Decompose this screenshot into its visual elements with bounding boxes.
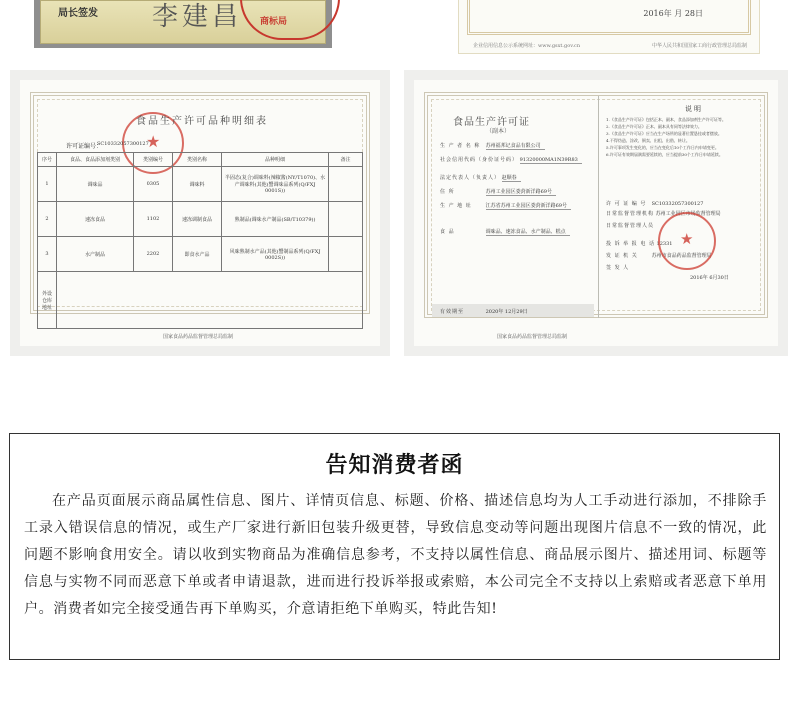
table-row xyxy=(38,272,363,329)
license-field xyxy=(440,202,571,209)
license-divider xyxy=(598,96,599,318)
cell-detail: 风味熟制水产品(其他(蟹制品系列(Q/FXJ 0002S)) xyxy=(222,237,329,272)
notes-title: 说明 xyxy=(685,105,703,113)
note-item: 6.许可证有效期届满需要延续的，应当提前30个工作日申请延续。 xyxy=(606,152,723,157)
cell-outsourcing-label: 外设仓库地址 xyxy=(38,272,57,329)
variety-table-title: 食品生产许可品种明细表 xyxy=(136,116,268,127)
cell-category: 速冻食品 xyxy=(57,202,134,237)
seal-star-icon: ★ xyxy=(146,132,161,151)
authority-field xyxy=(606,222,654,229)
col-header: 类别名称 xyxy=(173,153,222,167)
variety-table xyxy=(37,152,363,329)
field-label: 日常监督管理机构 xyxy=(606,211,655,217)
seal-text: 商标局 xyxy=(260,17,288,27)
note-item: 1.《食品生产许可证》包括正本、副本，食品添加剂生产许可证等。 xyxy=(606,117,726,122)
license-notes xyxy=(606,116,762,158)
cell-name: 调味料 xyxy=(173,167,222,202)
field-label: 投 诉 举 报 电 话 xyxy=(606,241,655,247)
license-field xyxy=(440,174,521,181)
field-label: 生 产 者 名 称 xyxy=(440,143,481,149)
col-header: 类别编号 xyxy=(134,153,173,167)
field-value: 12331 xyxy=(656,241,673,247)
license-footer-left: 企业信用信息公示系统网址：www.gsxt.gov.cn xyxy=(473,43,581,49)
notice-body: 在产品页面展示商品属性信息、图片、详情页信息、标题、价格、描述信息均为人工手动进行添加，不排除手工录入错误信息的情况，或生产厂家进行新旧包装升级更替，导致信息变动等问题出现图片信息不一致的情况，此问题不影响食用安全。请以收到实物商品为准确信息参考，不支持以属性信息、商品展示图片、描述用词、标题等信息与实物不同而恶意下单或者申请退款，进而进行投诉举报或索赔，本公司完全不支持以上索赔或者恶意下单用户。消费者如完全接受通告再下单购买，介意请拒绝下单购买，特此告知! xyxy=(24,493,767,617)
variety-table-header xyxy=(38,153,363,167)
field-value: SC10332057300127 xyxy=(651,201,704,207)
license-field xyxy=(440,142,545,149)
col-header: 序号 xyxy=(38,153,57,167)
cell-category: 调味品 xyxy=(57,167,134,202)
cell-code: 2202 xyxy=(134,237,173,272)
field-value: 苏州工业园区娄葑新洋路69号 xyxy=(486,189,556,196)
field-value: 江苏省苏州工业园区娄葑新洋路69号 xyxy=(486,203,571,210)
cell-name: 即食水产品 xyxy=(173,237,222,272)
license-field xyxy=(440,228,570,235)
table-row xyxy=(38,167,363,202)
permit-label: 许可证编号： xyxy=(66,143,103,150)
license-sign-date: 2016年 6月30日 xyxy=(690,275,729,281)
cell-note xyxy=(329,202,363,237)
license-subtitle: （副本） xyxy=(486,128,511,135)
cell-code: 1102 xyxy=(134,202,173,237)
variety-footer: 国家食品药品监督管理总局监制 xyxy=(163,334,234,340)
field-label: 生 产 地 址 xyxy=(440,203,472,209)
field-label: 社会信用代码（身份证号码） xyxy=(440,157,519,163)
col-header: 品种明细 xyxy=(222,153,329,167)
note-item: 2.《食品生产许可证》正本、副本具有同等法律效力。 xyxy=(606,124,702,129)
cell-detail: 熟制品(调味水产制品(SB/T10379)) xyxy=(222,202,329,237)
cell-no: 1 xyxy=(38,167,57,202)
table-row xyxy=(38,202,363,237)
license-footer-right: 中华人民共和国国家工商行政管理总局监制 xyxy=(651,43,747,49)
permit-number: SC10332057300127 xyxy=(97,141,149,147)
trademark-certificate-image xyxy=(34,0,332,48)
license-field xyxy=(440,156,582,163)
validity-field xyxy=(440,308,528,315)
cell-note xyxy=(329,237,363,272)
field-value: 苏州福邦记食品有限公司 xyxy=(486,143,545,150)
col-header: 食品、食品添加剂类别 xyxy=(57,153,134,167)
field-value: 调味品、速冻食品、水产制品、糕点 xyxy=(486,229,570,236)
license-title: 食品生产许可证 xyxy=(453,117,530,128)
business-license-image xyxy=(458,0,760,54)
notice-title: 告知消费者函 xyxy=(325,452,464,478)
authority-field xyxy=(606,200,703,207)
note-item: 4.不得伪造、涂改、倒卖、出租、出借、转让。 xyxy=(606,138,690,143)
license-field xyxy=(440,188,556,195)
director-signature: 李建昌 xyxy=(152,2,243,32)
cell-no: 3 xyxy=(38,237,57,272)
cell-name: 速冻调制食品 xyxy=(173,202,222,237)
cell-category: 水产制品 xyxy=(57,237,134,272)
note-item: 5.许可事项发生变化的，应当在变化后10个工作日内申请变更。 xyxy=(606,145,719,150)
field-value: 苏州市食品药品监督管理局 xyxy=(651,253,712,259)
field-value: 赵顺春 xyxy=(502,175,521,182)
authority-field xyxy=(606,210,721,217)
cell-outsourcing-value xyxy=(57,272,363,329)
col-header: 备注 xyxy=(329,153,363,167)
consumer-notice-box xyxy=(9,433,780,660)
license-issue-date: 2016年 月 28日 xyxy=(643,9,703,18)
cell-code: 0305 xyxy=(134,167,173,202)
field-value: 苏州工业园区市场监督管理局 xyxy=(655,211,721,217)
cell-note xyxy=(329,167,363,202)
field-label: 许 可 证 编 号 xyxy=(606,201,647,207)
license-footer: 国家食品药品监督管理总局监制 xyxy=(497,334,568,340)
table-row xyxy=(38,237,363,272)
field-label: 食 品 xyxy=(440,229,455,235)
validity-label: 有效期至 xyxy=(440,309,465,315)
authority-field xyxy=(606,264,650,271)
seal-star-icon: ★ xyxy=(680,230,694,248)
license-official-seal xyxy=(658,212,716,270)
signatory-label: 局长签发 xyxy=(58,8,98,19)
cell-detail: 半固态(复合)调味料(辣椒酱(NY/T1070)、水产调味料(其他(蟹调味品系列(Q/FXJ 0001S)) xyxy=(222,167,329,202)
field-label: 住 所 xyxy=(440,189,455,195)
field-label: 签 发 人 xyxy=(606,265,630,271)
field-label: 法定代表人（负责人） xyxy=(440,175,501,181)
field-value: 91320000MA1N39R83 xyxy=(520,157,582,164)
field-label: 发 证 机 关 xyxy=(606,253,638,259)
validity-value: 2020年 12月29日 xyxy=(485,309,528,315)
note-item: 3.《食品生产许可证》应当在生产场所的显著位置悬挂或者摆放。 xyxy=(606,131,722,136)
license-border xyxy=(467,0,751,35)
field-label: 日常监督管理人员 xyxy=(606,223,655,229)
cell-no: 2 xyxy=(38,202,57,237)
